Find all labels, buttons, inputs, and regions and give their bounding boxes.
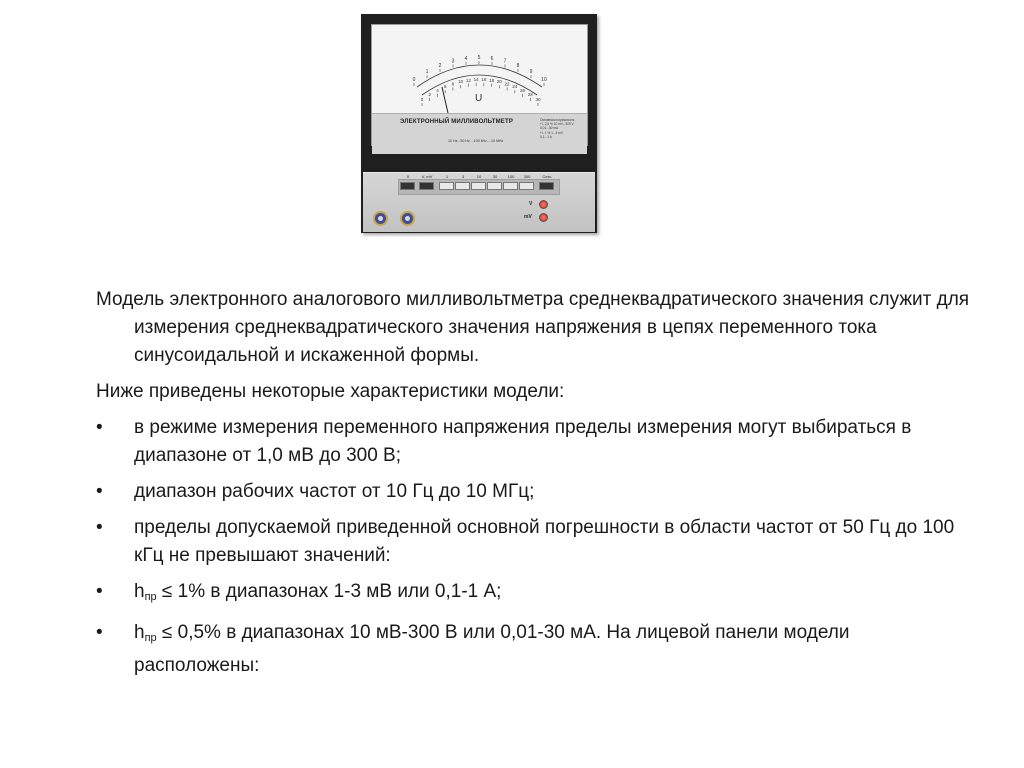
range-key-button[interactable] — [439, 182, 454, 190]
upper-scale-label: 5 — [477, 55, 481, 61]
lower-scale-label: 4 — [436, 87, 439, 93]
h-symbol: h — [134, 581, 145, 602]
lower-scale-label: 28 — [527, 92, 533, 98]
range-key-label: 300 — [523, 174, 531, 179]
bullet-text — [134, 622, 849, 676]
upper-scale-label: 8 — [516, 62, 520, 69]
range-key-button[interactable] — [519, 182, 534, 190]
nameplate — [372, 113, 587, 154]
bullet-text: в режиме измерения переменного напряжения пределы измерения могут выбираться в диапазоне от 1,0 мВ до 300 В; — [134, 417, 912, 466]
range-key-button[interactable] — [400, 182, 415, 190]
lower-scale-label: 24 — [512, 84, 518, 90]
bullet-item — [96, 514, 976, 570]
upper-scale-label: 7 — [503, 58, 507, 65]
lower-scale-label: 22 — [504, 81, 510, 87]
upper-scale-label: 4 — [464, 55, 468, 62]
lower-scale-label: 0 — [420, 97, 424, 102]
control-panel — [363, 172, 595, 232]
lower-scale-label: 10 — [458, 79, 464, 85]
range-key-label: 3 — [461, 174, 465, 179]
spec-line: +/- 2,5 % 10 mV...300 V — [540, 122, 574, 127]
indicator-label-v: V — [529, 201, 533, 207]
range-key-button[interactable] — [503, 182, 518, 190]
h-subscript: пр — [144, 591, 157, 603]
bullet-text: пределы допускаемой приведенной основной погрешности в области частот от 50 Гц до 100 кГц не превышают значений: — [134, 517, 955, 566]
lower-scale-label: 6 — [443, 84, 447, 90]
upper-scale-labels — [413, 55, 547, 86]
bullet-text-rest: ≤ 1% в диапазонах 1-3 мВ или 0,1-1 А; — [156, 581, 502, 602]
lower-scale-label: 18 — [489, 77, 495, 83]
lower-scale-label: 14 — [473, 77, 479, 83]
lower-scale-label: 30 — [535, 97, 541, 102]
indicator-led-v — [539, 200, 548, 209]
millivoltmeter-image — [361, 14, 597, 233]
range-key-button[interactable] — [471, 182, 486, 190]
bullet-marker: • — [96, 622, 103, 643]
bullet-item — [96, 478, 976, 506]
bullet-marker: • — [96, 581, 103, 602]
lower-scale-label: 20 — [496, 79, 502, 85]
lower-scale-label: 26 — [520, 87, 526, 93]
range-key-label: X — [406, 174, 410, 179]
lower-scale-label: 2 — [428, 92, 431, 98]
range-key-label: Сеть — [542, 174, 552, 179]
bullet-marker: • — [96, 481, 103, 502]
h-symbol: h — [134, 622, 145, 643]
upper-scale-label: 3 — [451, 58, 455, 65]
upper-scale-label: 0 — [412, 77, 416, 83]
meter-dial — [371, 24, 588, 146]
upper-scale-label: 2 — [438, 62, 442, 69]
characteristics-heading: Ниже приведены некоторые характеристики модели: — [96, 381, 565, 402]
range-key-button[interactable] — [539, 182, 554, 190]
range-key-label: 30 — [492, 174, 498, 179]
lower-scale-label: 12 — [465, 77, 471, 83]
spec-line: 0,01...30 mA — [540, 126, 559, 131]
range-key-button[interactable] — [487, 182, 502, 190]
spec-line: +/- 1 % 1...3 mV — [540, 130, 563, 135]
dial-unit-label: U — [475, 93, 483, 104]
bullet-text: диапазон рабочих частот от 10 Гц до 10 МГц; — [134, 481, 535, 502]
upper-scale-label: 1 — [425, 69, 429, 76]
indicator-led-mv — [539, 213, 548, 222]
lower-scale-label: 16 — [481, 77, 487, 83]
nameplate-title: ЭЛЕКТРОННЫЙ МИЛЛИВОЛЬТМЕТР — [400, 119, 514, 125]
lower-scale-label: 8 — [451, 81, 455, 87]
input-jack-1[interactable] — [373, 211, 388, 226]
range-key-label: 100 — [507, 174, 515, 179]
h-subscript: пр — [144, 632, 157, 644]
range-key-label: 1 — [445, 174, 449, 179]
nameplate-spec — [540, 118, 586, 139]
upper-scale-label: 10 — [541, 77, 547, 83]
bullet-item — [96, 619, 976, 680]
range-key-label: 10 — [476, 174, 482, 179]
range-key-button[interactable] — [419, 182, 434, 190]
input-jack-2[interactable] — [400, 211, 415, 226]
bullet-item — [96, 414, 976, 470]
spec-line: 0,1...1 A — [540, 134, 552, 139]
range-key-button[interactable] — [455, 182, 470, 190]
bullet-item — [96, 578, 976, 611]
bullet-text-rest: ≤ 0,5% в диапазонах 10 мВ-300 В или 0,01-30 мА. На лицевой панели модели расположены: — [134, 622, 850, 676]
spec-line: Основная погрешность — [540, 118, 575, 122]
intro-paragraph: Модель электронного аналогового милливольтметра среднеквадратического значения служит для измерения среднеквадратического значения напряжения в цепях переменного тока синусоидальной и искаженной формы. — [96, 289, 970, 366]
range-key-label: V, mV — [421, 174, 433, 179]
upper-scale-label: 9 — [529, 69, 533, 76]
nameplate-frequency: 10 Hz...50 Hz....100 kHz....10 MHz — [448, 139, 504, 143]
indicator-label-mv: mV — [524, 214, 532, 220]
bullet-text — [134, 581, 501, 602]
bullet-marker: • — [96, 517, 103, 538]
slide-body — [96, 286, 976, 688]
upper-scale-label: 6 — [490, 55, 494, 62]
bullet-marker: • — [96, 417, 103, 438]
